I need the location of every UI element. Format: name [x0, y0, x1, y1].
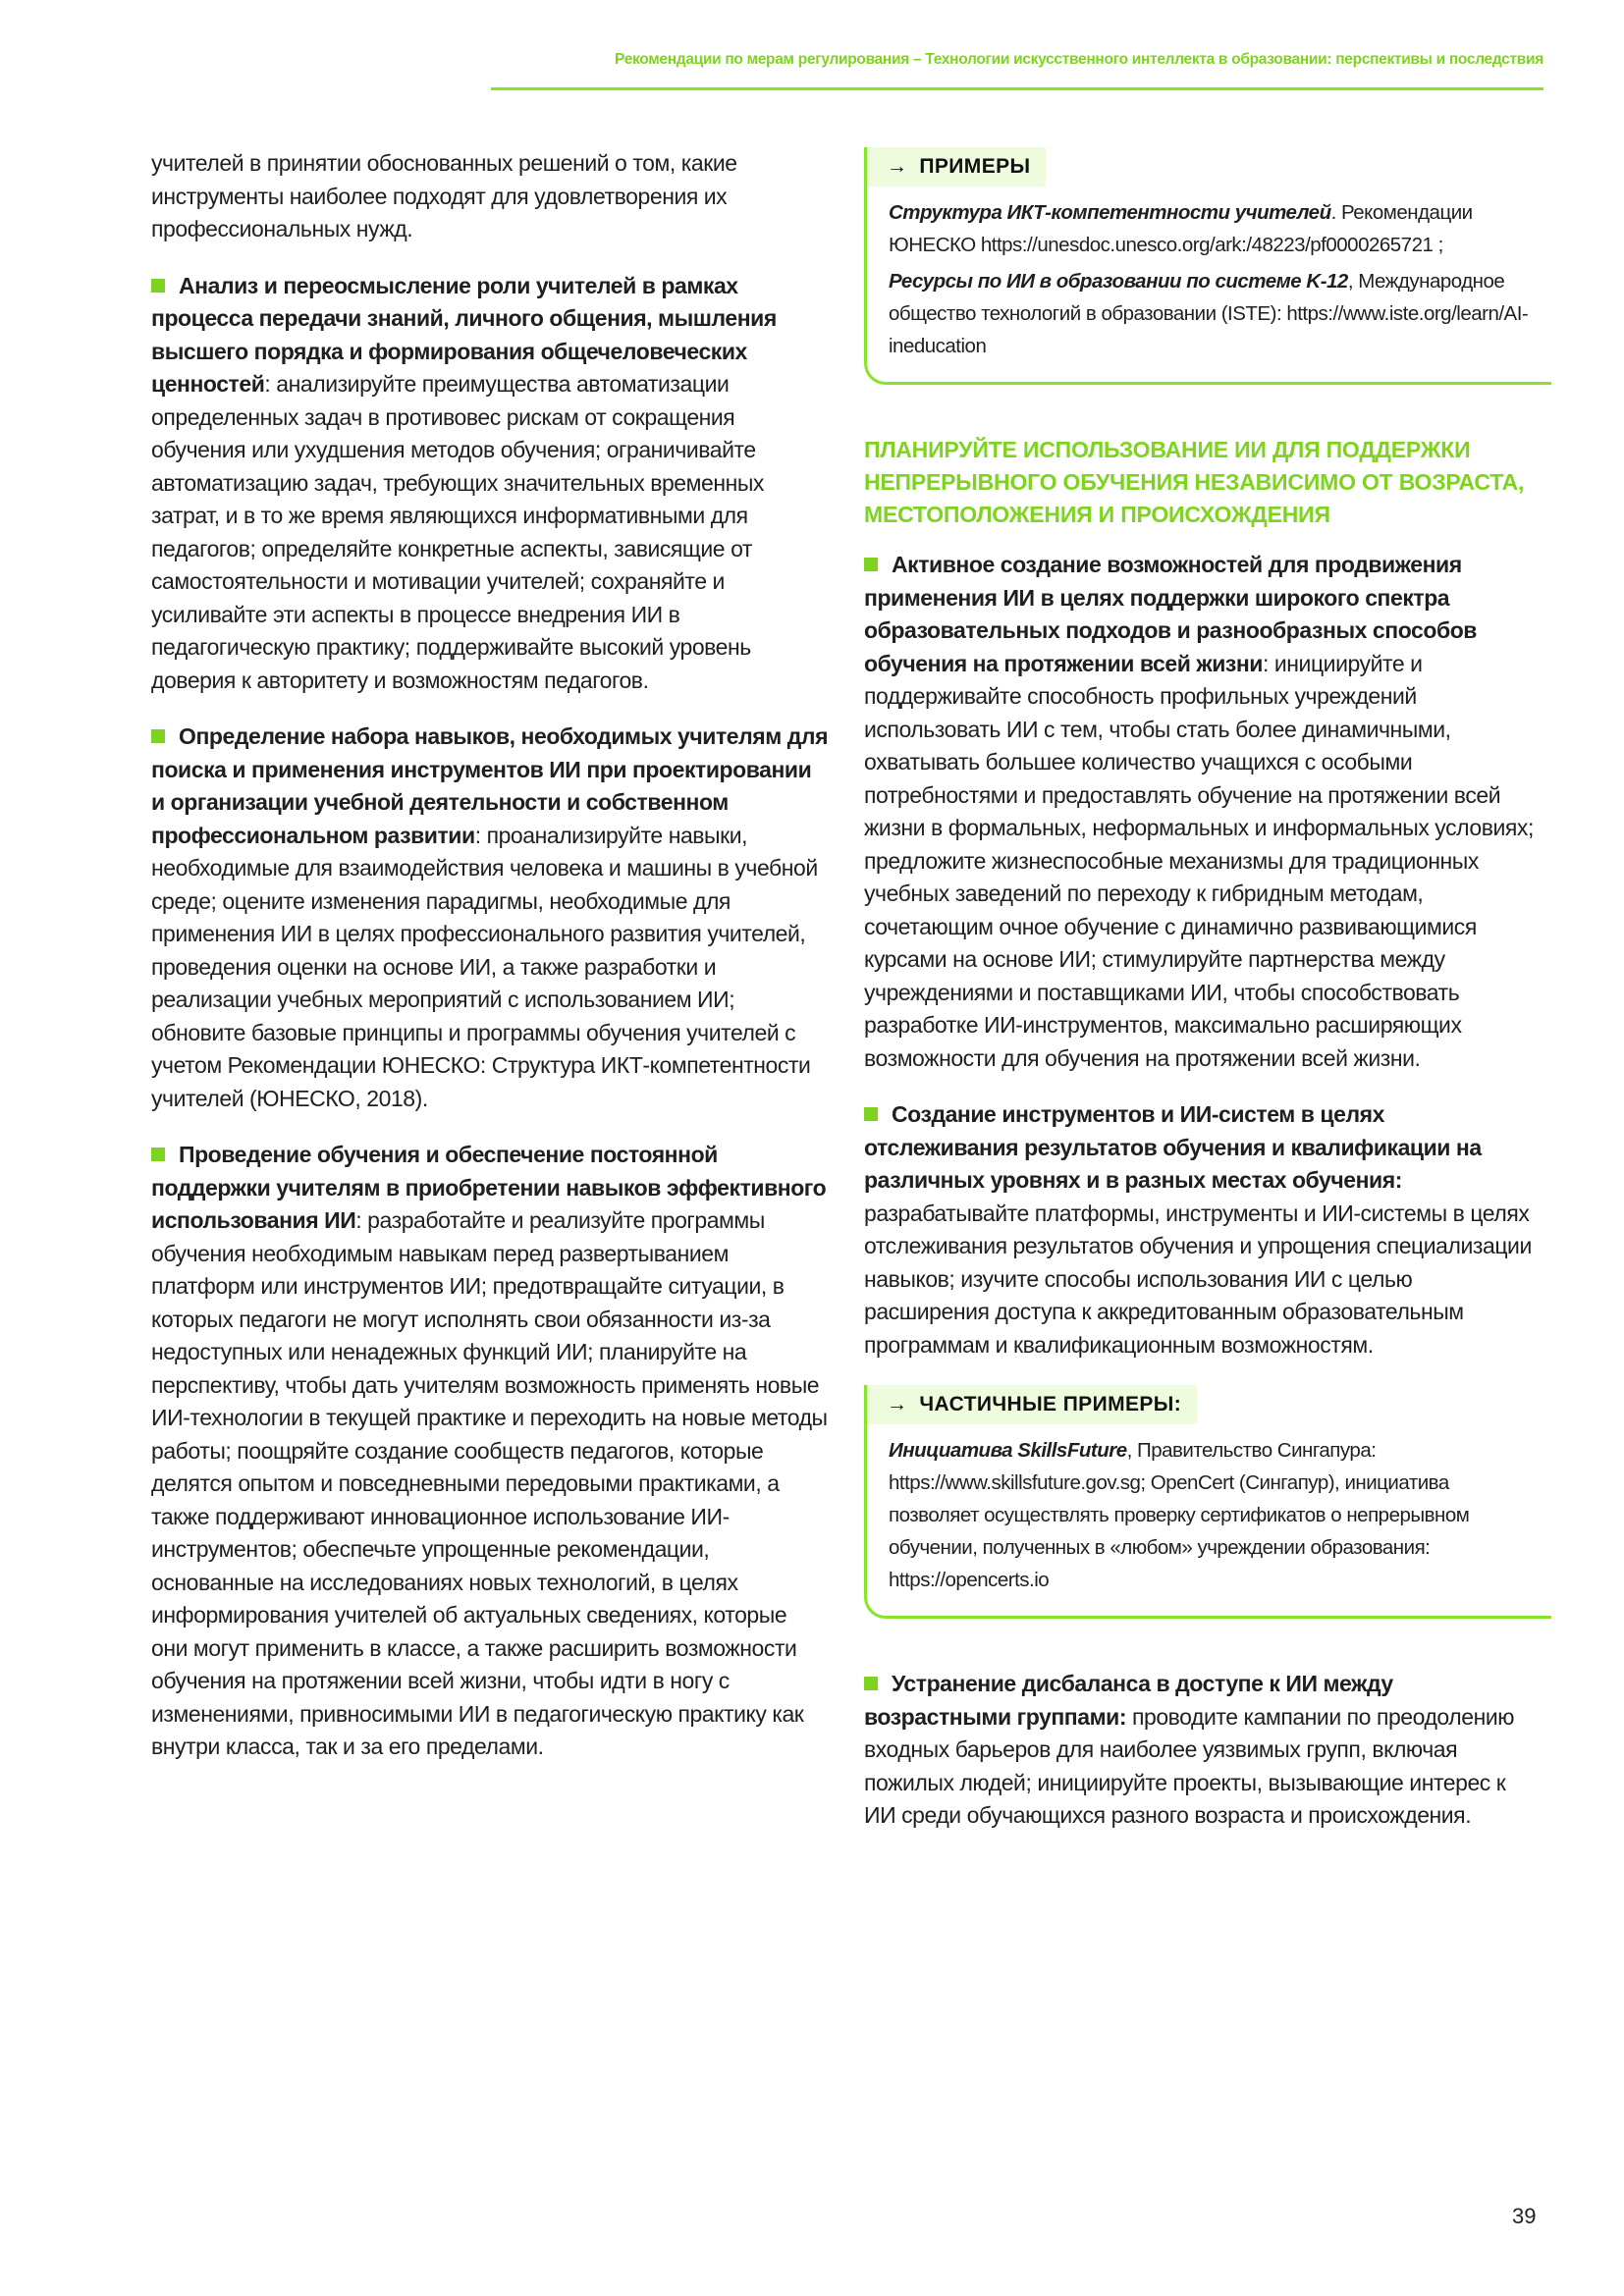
list-item — [864, 1668, 1542, 1833]
section-heading: ПЛАНИРУЙТЕ ИСПОЛЬЗОВАНИЕ ИИ ДЛЯ ПОДДЕРЖКИ НЕПРЕРЫВНОГО ОБУЧЕНИЯ НЕЗАВИСИМО ОТ ВОЗРАСТА, МЕСТОПОЛОЖЕНИЯ И ПРОИСХОЖДЕНИЯ — [864, 437, 1525, 527]
list-item — [864, 549, 1542, 1075]
item-body: : разработайте и реализуйте программы обучения необходимым навыкам перед развертыванием платформ или инструментов ИИ; предотвращайте ситуации, в которых педагоги не могут исполнять свои обязанности из-за недоступных или ненадежных функций ИИ; планируйте на перспективу, чтобы дать учителям возможность применять новые ИИ-технологии в текущей практике и переходить на новые методы работы; поощряйте создание сообществ педагогов, которые делятся опытом и повседневными передовыми практиками, а также поддерживают инновационное использование ИИ-инструментов; обеспечьте упрощенные рекомендации, основанные на исследованиях новых технологий, в целях информирования учителей об актуальных сведениях, которые они могут применить в классе, а также расширить возможности обучения на протяжении всей жизни, чтобы идти в ногу с изменениями, привносимыми ИИ в педагогическую практику как внутри класса, так и за его пределами. — [151, 1207, 828, 1759]
square-bullet-icon — [151, 1148, 165, 1161]
list-item — [151, 1139, 829, 1764]
example-entry — [889, 1434, 1543, 1596]
examples-tag — [867, 147, 1046, 187]
square-bullet-icon — [151, 279, 165, 293]
examples-box — [864, 147, 1551, 385]
example-text: . Рекомендации ЮНЕСКО https://unesdoc.unesco.org/ark:/48223/pf0000265721 ; — [889, 201, 1473, 256]
right-column — [864, 147, 1542, 1856]
example-title: Инициатива SkillsFuture — [889, 1439, 1127, 1462]
left-column — [151, 147, 829, 1788]
example-text: , Правительство Сингапура: https://www.skillsfuture.gov.sg; OpenCert (Сингапур), инициатива позволяет осуществлять проверку сертификатов о непрерывном обучении, полученных в «любом» учреждении образования: https://opencerts.io — [889, 1439, 1470, 1591]
example-entry — [889, 265, 1543, 362]
square-bullet-icon — [864, 558, 878, 571]
item-title: Анализ и переосмысление роли учителей в рамках процесса передачи знаний, личного общения, мышления высшего порядка и формирования общечеловеческих ценностей — [151, 272, 777, 397]
item-title: Проведение обучения и обеспечение постоянной поддержки учителям в приобретении навыков эффективного использования ИИ — [151, 1142, 827, 1233]
example-title: Ресурсы по ИИ в образовании по системе K-12 — [889, 270, 1348, 293]
arrow-right-icon: → — [887, 1393, 908, 1415]
intro-paragraph: учителей в принятии обоснованных решений о том, какие инструменты наиболее подходят для удовлетворения их профессиональных нужд. — [151, 150, 737, 241]
item-title: Активное создание возможностей для продвижения применения ИИ в целях поддержки широкого спектра образовательных подходов и разнообразных способов обучения на протяжении всей жизни — [864, 552, 1477, 676]
examples-tag-label: ПРИМЕРЫ — [919, 155, 1031, 178]
arrow-right-icon: → — [887, 155, 908, 178]
example-entry — [889, 196, 1543, 261]
running-header: Рекомендации по мерам регулирования – Технологии искусственного интеллекта в образовании: перспективы и последствия — [615, 51, 1543, 68]
partial-examples-box — [864, 1385, 1551, 1619]
example-text: , Международное общество технологий в образовании (ISTE): https://www.iste.org/learn/AI-ineducation — [889, 270, 1529, 357]
list-item — [864, 1098, 1542, 1362]
item-body: : инициируйте и поддерживайте способность профильных учреждений использовать ИИ с тем, чтобы стать более динамичными, охватывать большее количество учащихся с особыми потребностями и предоставлять обучение на протяжении всей жизни в формальных, неформальных и информальных условиях; предложите жизнеспособные механизмы для традиционных учебных заведений по переходу к гибридным методам, сочетающим очное обучение с динамично развивающимися курсами на основе ИИ; стимулируйте партнерства между учреждениями и поставщиками ИИ, чтобы способствовать разработке ИИ-инструментов, максимально расширяющих возможности для обучения на протяжении всей жизни. — [864, 650, 1534, 1071]
item-title: Создание инструментов и ИИ-систем в целях отслеживания результатов обучения и квалификации на различных уровнях и в разных местах обучения: — [864, 1101, 1482, 1193]
examples-body — [867, 187, 1551, 370]
item-body: проводите кампании по преодолению входных барьеров для наиболее уязвимых групп, включая пожилых людей; инициируйте проекты, вызывающие интерес к ИИ среди обучающихся разного возраста и происхождения. — [864, 1703, 1515, 1828]
list-item — [151, 721, 829, 1115]
list-item — [151, 270, 829, 698]
example-title: Структура ИКТ-компетентности учителей — [889, 201, 1331, 224]
square-bullet-icon — [864, 1107, 878, 1121]
item-body: : анализируйте преимущества автоматизации определенных задач в противовес рискам от сокращения обучения или ухудшения методов обучения; ограничивайте автоматизацию задач, требующих значительных временных затрат, и в то же время являющихся информативными для педагогов; определяйте конкретные аспекты, зависящие от самостоятельности и мотивации учителей; сохраняйте и усиливайте эти аспекты в процессе внедрения ИИ в педагогическую практику; поддерживайте высокий уровень доверия к авторитету и возможностям педагогов. — [151, 371, 764, 693]
partial-examples-tag-label: ЧАСТИЧНЫЕ ПРИМЕРЫ: — [919, 1393, 1182, 1415]
partial-examples-tag — [867, 1385, 1197, 1424]
item-body: : проанализируйте навыки, необходимые для взаимодействия человека и машины в учебной среде; оцените изменения парадигмы, необходимые для применения ИИ в целях профессионального развития учителей, проведения оценки на основе ИИ, а также разработки и реализации учебных мероприятий с использованием ИИ; обновите базовые принципы и программы обучения учителей с учетом Рекомендации ЮНЕСКО: Структура ИКТ-компетентности учителей (ЮНЕСКО, 2018). — [151, 822, 818, 1111]
partial-examples-body — [867, 1424, 1551, 1604]
item-title: Устранение дисбаланса в доступе к ИИ между возрастными группами: — [864, 1671, 1393, 1730]
square-bullet-icon — [151, 729, 165, 743]
item-title: Определение набора навыков, необходимых учителям для поиска и применения инструментов ИИ при проектировании и организации учебной деятельности и собственном профессиональном развитии — [151, 723, 829, 848]
page-number: 39 — [1512, 2204, 1537, 2228]
item-body: разрабатывайте платформы, инструменты и ИИ-системы в целях отслеживания результатов обучения и упрощения специализации навыков; изучите способы использования ИИ с целью расширения доступа к аккредитованным образовательным программам и квалификационным возможностям. — [864, 1200, 1532, 1358]
square-bullet-icon — [864, 1677, 878, 1690]
header-divider — [491, 87, 1543, 90]
